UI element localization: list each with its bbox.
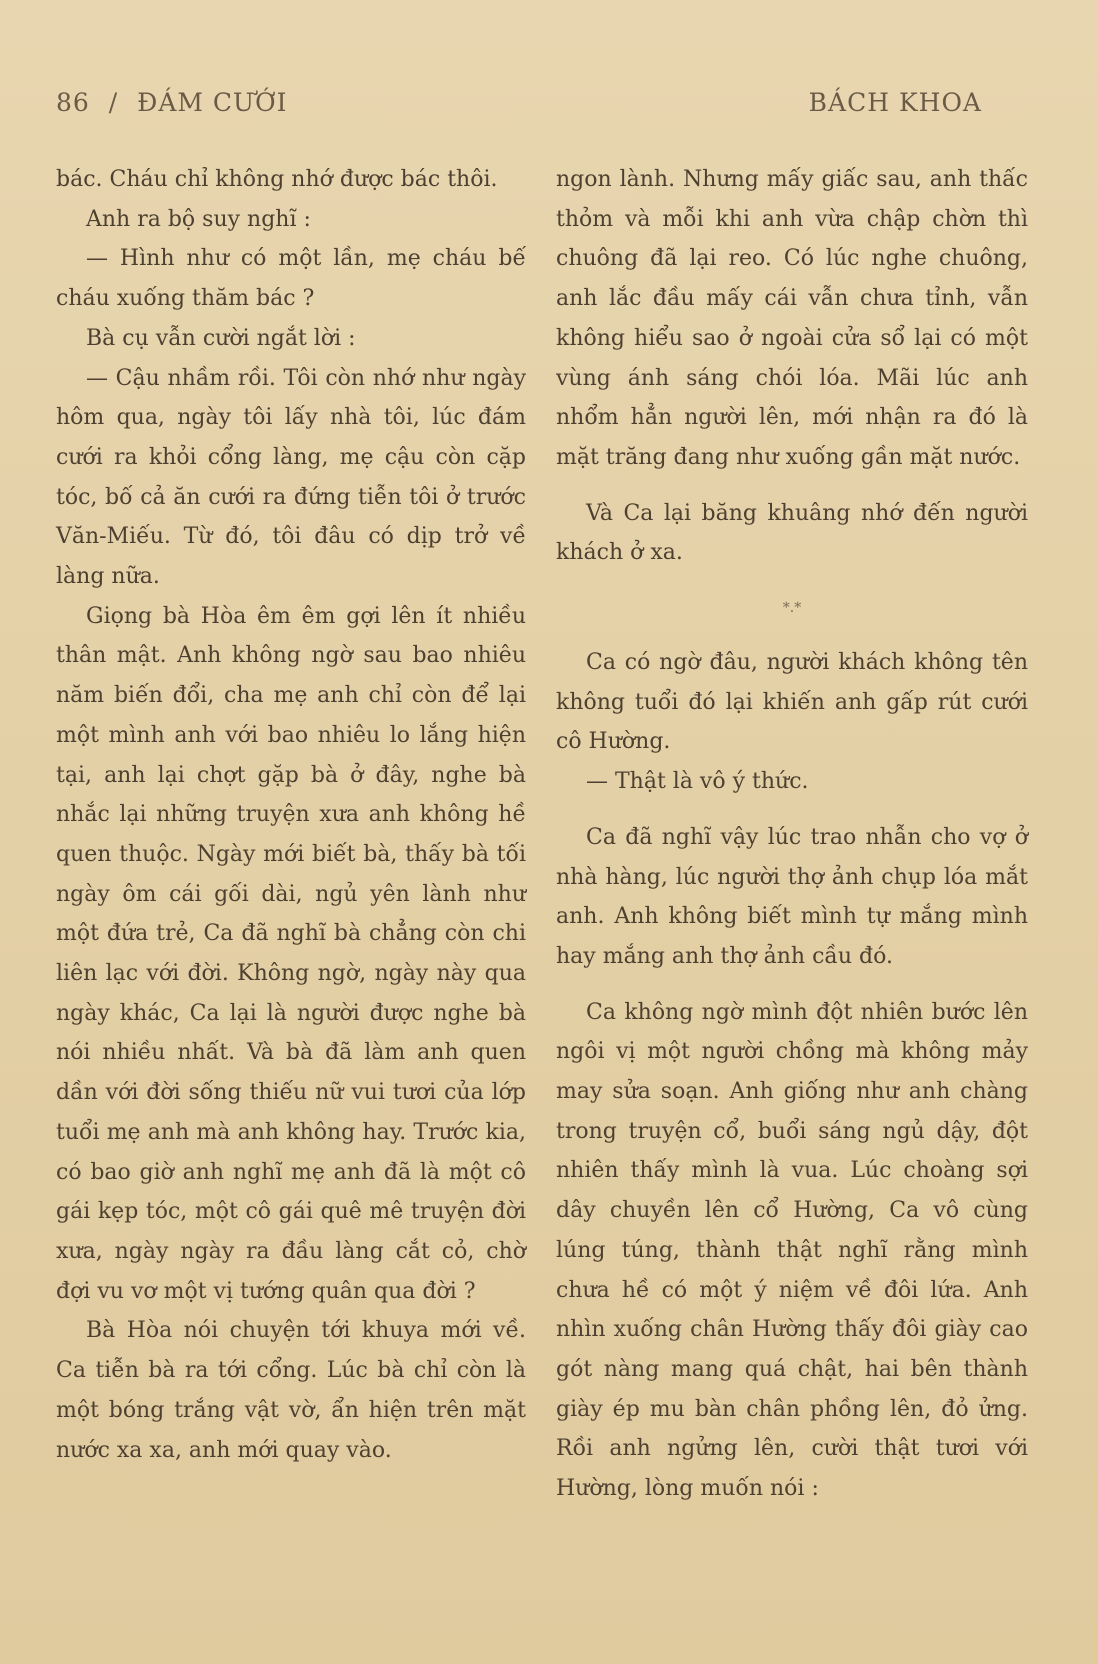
paragraph: Giọng bà Hòa êm êm gợi lên ít nhiều thân mật. Anh không ngờ sau bao nhiêu năm biến đổi, cha mẹ anh chỉ còn để lại một mình anh với bao nhiêu lo lắng hiện tại, anh lại chợt gặp bà ở đây, nghe bà nhắc lại những truyện xưa anh không hề quen thuộc. Ngày mới biết bà, thấy bà tối ngày ôm cái gối dài, ngủ yên lành như một đứa trẻ, Ca đã nghĩ bà chẳng còn chi liên lạc với đời. Không ngờ, ngày này qua ngày khác, Ca lại là người được nghe bà nói nhiều nhất. Và bà đã làm anh quen dần với đời sống thiếu nữ vui tươi của lớp tuổi mẹ anh mà anh không hay. Trước kia, có bao giờ anh nghĩ mẹ anh đã là một cô gái kẹp tóc, một cô gái quê mê truyện đời xưa, ngày ngày ra đầu làng cắt cỏ, chờ đợi vu vơ một vị tướng quân qua đời ? <box>56 603 526 1304</box>
paragraph: Anh ra bộ suy nghĩ : <box>86 206 311 232</box>
left-column <box>56 160 526 1470</box>
header-left <box>56 88 298 117</box>
paragraph: Và Ca lại băng khuâng nhớ đến người khách ở xa. <box>556 500 1028 566</box>
header-separator: / <box>108 88 119 117</box>
spacer <box>556 478 1028 494</box>
paragraph: Bà Hòa nói chuyện tới khuya mới về. Ca tiễn bà ra tới cổng. Lúc bà chỉ còn là một bóng trắng vật vờ, ẩn hiện trên mặt nước xa xa, anh mới quay vào. <box>56 1318 526 1463</box>
section-title: ĐÁM CƯỚI <box>137 88 288 117</box>
right-column <box>556 160 1028 1509</box>
page-number: 86 <box>56 88 90 117</box>
paragraph: Ca có ngờ đâu, người khách không tên không tuổi đó lại khiến anh gấp rút cưới cô Hường. <box>556 650 1028 755</box>
spacer <box>556 977 1028 993</box>
paragraph: — Hình như có một lần, mẹ cháu bế cháu xuống thăm bác ? <box>56 246 526 312</box>
spacer <box>556 802 1028 818</box>
publication-name: BÁCH KHOA <box>808 88 982 117</box>
paragraph: Bà cụ vẫn cười ngắt lời : <box>86 325 356 351</box>
paragraph: — Cậu nhầm rồi. Tôi còn nhớ như ngày hôm qua, ngày tôi lấy nhà tôi, lúc đám cưới ra khỏi cổng làng, mẹ cậu còn cặp tóc, bố cả ăn cưới ra đứng tiễn tôi ở trước Văn-Miếu. Từ đó, tôi đâu có dịp trở về làng nữa. <box>56 365 526 590</box>
section-break-ornament: *.* <box>782 600 802 617</box>
paragraph: Ca không ngờ mình đột nhiên bước lên ngôi vị một người chồng mà không mảy may sửa soạn. Anh giống như anh chàng trong truyện cổ, buổi sáng ngủ dậy, đột nhiên thấy mình là vua. Lúc choàng sợi dây chuyền lên cổ Hường, Ca vô cùng lúng túng, thành thật nghĩ rằng mình chưa hề có một ý niệm về đôi lứa. Anh nhìn xuống chân Hường thấy đôi giày cao gót nàng mang quá chật, hai bên thành giày ép mu bàn chân phồng lên, đỏ ửng. Rồi anh ngửng lên, cười thật tươi với Hường, lòng muốn nói : <box>556 999 1028 1502</box>
paragraph: ngon lành. Nhưng mấy giấc sau, anh thấc thỏm và mỗi khi anh vừa chập chờn thì chuông đã lại reo. Có lúc nghe chuông, anh lắc đầu mấy cái vẫn chưa tỉnh, vẫn không hiểu sao ở ngoài cửa sổ lại có một vùng ánh sáng chói lóa. Mãi lúc anh nhổm hẳn người lên, mới nhận ra đó là mặt trăng đang như xuống gần mặt nước. <box>556 167 1028 470</box>
paragraph: Ca đã nghĩ vậy lúc trao nhẫn cho vợ ở nhà hàng, lúc người thợ ảnh chụp lóa mắt anh. Anh không biết mình tự mắng mình hay mắng anh thợ ảnh cầu đó. <box>556 824 1028 969</box>
paragraph: — Thật là vô ý thức. <box>586 769 809 795</box>
running-header <box>56 88 982 128</box>
paragraph: bác. Cháu chỉ không nhớ được bác thôi. <box>56 167 498 192</box>
